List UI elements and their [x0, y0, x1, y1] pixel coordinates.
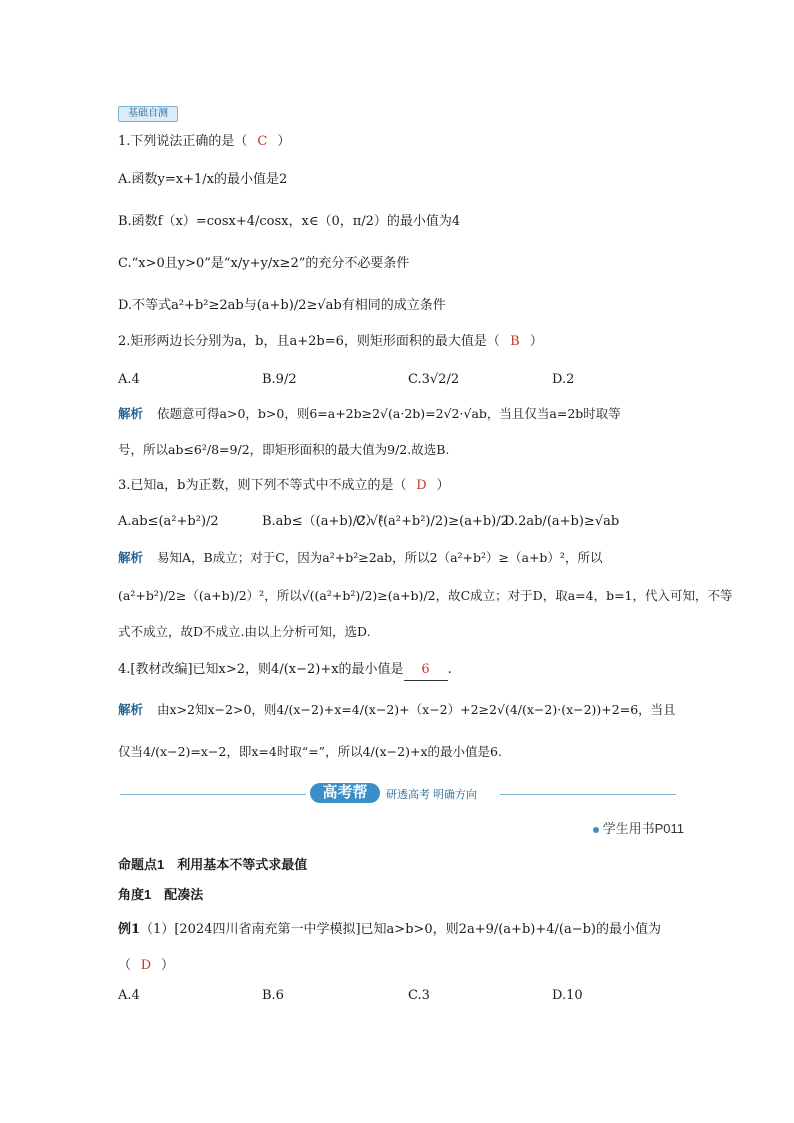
- q4-explanation-line2: 仅当4/(x−2)=x−2，即x=4时取“=”，所以4/(x−2)+x的最小值是6.: [118, 744, 502, 759]
- banner-logo: 高考帮: [310, 783, 380, 803]
- angle-heading: 角度1 配凑法: [118, 887, 204, 902]
- q3-explanation-line3: 式不成立，故D不成立.由以上分析可知，选D.: [118, 624, 371, 639]
- q3-explanation-label: 解析: [118, 551, 144, 565]
- q1-option-c: C.“x>0且y>0”是“x/y+y/x≥2”的充分不必要条件: [118, 256, 410, 271]
- student-book-reference: [593, 818, 684, 837]
- q3-option-c: C.√((a²+b²)/2)≥(a+b)/2: [356, 514, 509, 529]
- q1-stem-text: 1.下列说法正确的是（: [118, 134, 248, 149]
- q1-close: ）: [277, 134, 291, 149]
- q1-answer: C: [257, 134, 268, 149]
- q4-close: .: [447, 662, 452, 677]
- q2-explanation-text1: 依题意可得a>0，b>0，则6=a+2b≥2√(a·2b)=2√2·√ab，当且仅当a=2b时取等: [157, 406, 621, 421]
- q3-option-a: A.ab≤(a²+b²)/2: [118, 514, 219, 529]
- example-option-a: A.4: [118, 988, 140, 1003]
- q4-explanation-text1: 由x>2知x−2>0，则4/(x−2)+x=4/(x−2)+（x−2）+2≥2√(4/(x−2)·(x−2))+2=6，当且: [157, 702, 676, 717]
- q3-explanation-line1: [118, 548, 602, 568]
- q3-close: ）: [436, 478, 450, 493]
- bullet-dot-icon: [593, 827, 599, 833]
- q4-stem: [118, 660, 452, 681]
- q2-explanation-line2: 号，所以ab≤6²/8=9/2，即矩形面积的最大值为9/2.故选B.: [118, 442, 450, 457]
- q4-explanation-label: 解析: [118, 703, 144, 717]
- example-option-d: D.10: [552, 988, 583, 1003]
- q4-stem-text: 4.[教材改编]已知x>2，则4/(x−2)+x的最小值是: [118, 662, 404, 677]
- q1-stem: [118, 132, 290, 152]
- q1-option-a: A.函数y=x+1/x的最小值是2: [118, 172, 288, 187]
- gaokaobang-banner: [120, 782, 676, 806]
- q4-answer-blank: 6: [404, 660, 448, 681]
- q3-option-b: B.ab≤（(a+b)/2）²: [262, 514, 384, 529]
- q1-option-d: D.不等式a²+b²≥2ab与(a+b)/2≥√ab有相同的成立条件: [118, 298, 446, 313]
- q2-explanation-label: 解析: [118, 407, 144, 421]
- q2-stem-text: 2.矩形两边长分别为a，b，且a+2b=6，则矩形面积的最大值是（: [118, 334, 500, 349]
- q3-stem-text: 3.已知a，b为正数，则下列不等式中不成立的是（: [118, 478, 407, 493]
- q2-option-b: B.9/2: [262, 372, 297, 387]
- example-open: （: [118, 958, 132, 973]
- q4-explanation-line1: [118, 700, 676, 720]
- example-stem-text: （1）[2024四川省南充第一中学模拟]已知a>b>0，则2a+9/(a+b)+4/(a−b)的最小值为: [140, 922, 661, 937]
- q2-option-a: A.4: [118, 372, 140, 387]
- banner-rule-right: [500, 794, 676, 795]
- q3-explanation-line2: (a²+b²)/2≥（(a+b)/2）²，所以√((a²+b²)/2)≥(a+b)/2，故C成立；对于D，取a=4，b=1，代入可知，不等: [118, 588, 733, 603]
- student-book-reference-text: 学生用书P011: [602, 821, 684, 836]
- example-stem: [118, 920, 661, 940]
- q3-stem: [118, 476, 450, 496]
- example-option-c: C.3: [408, 988, 430, 1003]
- example-answer: D: [140, 958, 152, 973]
- q3-explanation-text1: 易知A，B成立；对于C，因为a²+b²≥2ab，所以2（a²+b²）≥（a+b）²，所以: [157, 550, 603, 565]
- q2-stem: [118, 332, 543, 352]
- q3-option-d: D.2ab/(a+b)≥√ab: [504, 514, 620, 529]
- example-close: ）: [161, 958, 175, 973]
- q2-close: ）: [529, 334, 543, 349]
- example-option-b: B.6: [262, 988, 284, 1003]
- q2-option-d: D.2: [552, 372, 575, 387]
- banner-rule-left: [120, 794, 306, 795]
- section-tag-basic-self-test: 基础自测: [118, 106, 178, 122]
- example-label: 例1: [118, 922, 141, 937]
- q2-answer: B: [510, 334, 520, 349]
- banner-slogan: 研透高考 明确方向: [386, 789, 478, 801]
- q3-answer: D: [416, 478, 427, 493]
- q1-option-b: B.函数f（x）=cosx+4/cosx，x∈（0，π/2）的最小值为4: [118, 214, 461, 229]
- proposition-point-heading: 命题点1 利用基本不等式求最值: [118, 857, 308, 872]
- q2-explanation-line1: [118, 404, 621, 424]
- q2-option-c: C.3√2/2: [408, 372, 460, 387]
- example-answer-line: [118, 956, 174, 976]
